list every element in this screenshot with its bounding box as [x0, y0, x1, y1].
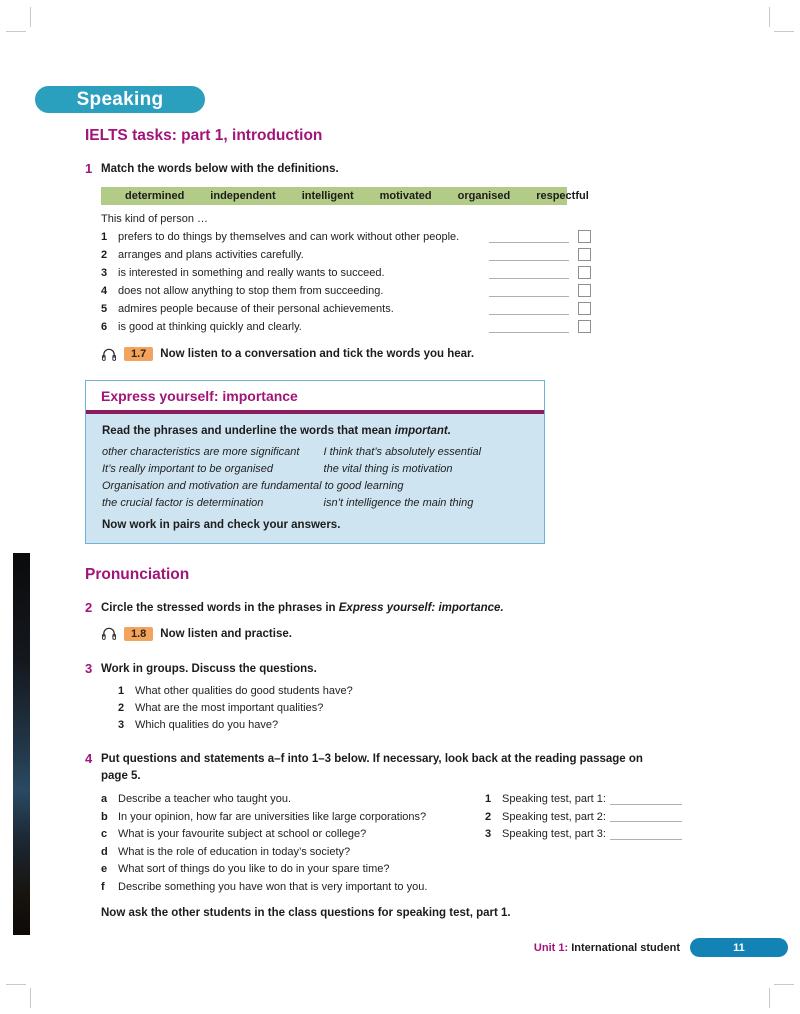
instruction-text: Circle the stressed words in the phrases in — [101, 601, 339, 614]
exercise4-columns — [101, 790, 725, 895]
item-text: What is the role of education in today’s society? — [118, 845, 351, 858]
crop-mark — [6, 31, 26, 32]
crop-mark — [6, 984, 26, 985]
exercise2-header — [85, 600, 725, 617]
list-item — [101, 860, 473, 878]
tick-checkbox — [578, 248, 591, 261]
question-list — [118, 682, 725, 733]
word-bank-item: motivated — [379, 189, 432, 202]
item-text: What are the most important qualities? — [135, 701, 324, 714]
phrase: other characteristics are more significant — [102, 445, 300, 458]
phrase: the vital thing is motivation — [323, 462, 453, 475]
tick-checkbox — [578, 320, 591, 333]
exercise-number: 4 — [85, 751, 93, 767]
item-text: admires people because of their personal achievements. — [118, 302, 394, 315]
answer-line — [610, 829, 682, 840]
item-number: 2 — [485, 810, 492, 823]
item-label: Speaking test, part 2: — [502, 810, 606, 823]
tick-checkbox — [578, 266, 591, 279]
item-text: Describe a teacher who taught you. — [118, 793, 292, 806]
page-content — [76, 86, 725, 920]
item-letter: f — [101, 880, 105, 893]
phrase-list — [102, 444, 528, 512]
lead-in-text: This kind of person … — [101, 212, 208, 225]
item-number: 1 — [118, 684, 125, 697]
answer-line — [489, 321, 569, 333]
listening-task — [101, 347, 725, 362]
list-item — [101, 790, 473, 808]
unit-reference — [534, 942, 680, 954]
item-letter: e — [101, 863, 108, 876]
list-item — [485, 808, 725, 826]
listening-task — [101, 626, 725, 641]
exercise-instruction — [101, 600, 504, 617]
answer-line — [489, 231, 569, 243]
list-item — [101, 300, 591, 318]
tick-checkbox — [578, 230, 591, 243]
item-text: prefers to do things by themselves and can work without other people. — [118, 230, 460, 243]
exercise-number: 3 — [85, 661, 93, 677]
unit-label: Unit 1: — [533, 941, 569, 954]
exercise1-header — [85, 161, 725, 178]
item-text: Which qualities do you have? — [135, 718, 279, 731]
audio-track-badge: 1.8 — [124, 627, 153, 641]
list-item — [101, 808, 473, 826]
list-item — [485, 825, 725, 843]
item-text: arranges and plans activities carefully. — [118, 248, 304, 261]
list-item — [101, 246, 591, 264]
box-body — [86, 414, 544, 543]
page-footer — [534, 938, 788, 957]
crop-mark — [769, 988, 770, 1008]
word-bank-item: determined — [125, 189, 185, 202]
word-bank-item: organised — [457, 189, 511, 202]
answer-line — [610, 811, 682, 822]
listening-instruction: Now listen and practise. — [160, 627, 292, 640]
list-item — [101, 843, 473, 861]
item-text: Describe something you have won that is very important to you. — [118, 880, 428, 893]
item-label: Speaking test, part 3: — [502, 828, 606, 841]
item-text: What sort of things do you like to do in your spare time? — [118, 863, 390, 876]
crop-mark — [30, 988, 31, 1008]
item-number: 3 — [118, 718, 125, 731]
tick-checkbox — [578, 284, 591, 297]
list-item — [485, 790, 725, 808]
item-letter: a — [101, 793, 108, 806]
audio-track-badge: 1.7 — [124, 347, 153, 361]
crop-mark — [769, 7, 770, 27]
box-title: Express yourself: importance — [101, 387, 298, 404]
item-number: 5 — [101, 302, 108, 315]
phrase-row — [102, 495, 528, 512]
item-number: 2 — [118, 701, 125, 714]
list-item — [101, 282, 591, 300]
exercise-number: 1 — [85, 161, 93, 176]
item-letter: c — [101, 828, 108, 841]
item-number: 2 — [101, 248, 108, 261]
answer-line — [489, 249, 569, 261]
crop-mark — [774, 984, 794, 985]
item-letter: d — [101, 845, 108, 858]
item-text: In your opinion, how far are universities like large corporations? — [118, 810, 427, 823]
exercise3-header — [85, 661, 725, 678]
item-label: Speaking test, part 1: — [502, 793, 606, 806]
definition-list — [101, 228, 591, 336]
item-number: 1 — [485, 793, 492, 806]
word-bank-item: respectful — [536, 189, 589, 202]
crop-mark — [30, 7, 31, 27]
list-item — [118, 699, 725, 716]
phrase: I think that’s absolutely essential — [323, 445, 482, 458]
phrase: Organisation and motivation are fundamental to good learning — [102, 479, 404, 492]
answer-target-list — [473, 790, 725, 895]
item-text: is good at thinking quickly and clearly. — [118, 320, 302, 333]
express-yourself-box — [85, 380, 545, 544]
word-bank-item: independent — [210, 189, 276, 202]
page-number-badge — [690, 938, 788, 957]
statement-list — [101, 790, 473, 895]
list-item — [101, 825, 473, 843]
page-heading: IELTS tasks: part 1, introduction — [85, 127, 323, 144]
item-letter: b — [101, 810, 108, 823]
box-instruction-italic: important. — [394, 424, 451, 437]
phrase: It’s really important to be organised — [102, 462, 273, 475]
answer-line — [489, 303, 569, 315]
item-text: does not allow anything to stop them from succeeding. — [118, 284, 384, 297]
phrase-row — [102, 478, 528, 495]
photo-strip — [13, 553, 30, 935]
word-bank-item: intelligent — [301, 189, 354, 202]
section-banner — [35, 86, 205, 113]
list-item — [118, 682, 725, 699]
headphones-icon — [101, 626, 117, 641]
box-closing: Now work in pairs and check your answers. — [102, 518, 341, 531]
exercise-number: 2 — [85, 599, 93, 615]
item-text: What is your favourite subject at school or college? — [118, 828, 367, 841]
phrase-row — [102, 461, 528, 478]
item-number: 3 — [101, 266, 108, 279]
instruction-italic: Express yourself: importance. — [338, 601, 504, 614]
item-number: 1 — [101, 230, 108, 243]
item-text: is interested in something and really wants to succeed. — [118, 266, 385, 279]
answer-line — [489, 285, 569, 297]
item-number: 4 — [101, 284, 108, 297]
item-number: 6 — [101, 320, 108, 333]
list-item — [101, 318, 591, 336]
pronunciation-heading: Pronunciation — [85, 565, 190, 583]
tick-checkbox — [578, 302, 591, 315]
word-bank — [101, 187, 589, 205]
exercise4-header — [85, 751, 725, 784]
list-item — [118, 716, 725, 733]
unit-title: International student — [568, 941, 680, 954]
listening-instruction: Now listen to a conversation and tick the words you hear. — [160, 348, 475, 361]
list-item — [101, 264, 591, 282]
exercise4-closing: Now ask the other students in the class questions for speaking test, part 1. — [101, 907, 511, 920]
exercise-instruction: Work in groups. Discuss the questions. — [101, 663, 317, 676]
section-title: Speaking — [76, 88, 164, 110]
list-item — [101, 228, 591, 246]
box-instruction — [102, 425, 528, 437]
page-number: 11 — [733, 941, 745, 954]
phrase: the crucial factor is determination — [102, 496, 264, 509]
headphones-icon — [101, 347, 117, 362]
exercise-instruction: Match the words below with the definitions. — [101, 163, 339, 175]
item-text: What other qualities do good students have? — [135, 684, 353, 697]
exercise-instruction: Put questions and statements a–f into 1–3 below. If necessary, look back at the reading passage on page 5. — [101, 753, 643, 782]
list-item — [101, 878, 473, 896]
answer-line — [489, 267, 569, 279]
crop-mark — [774, 31, 794, 32]
phrase: isn’t intelligence the main thing — [323, 496, 474, 509]
box-instruction-text: Read the phrases and underline the words that mean — [102, 424, 395, 437]
answer-line — [610, 794, 682, 805]
item-number: 3 — [485, 828, 492, 841]
phrase-row — [102, 444, 528, 461]
